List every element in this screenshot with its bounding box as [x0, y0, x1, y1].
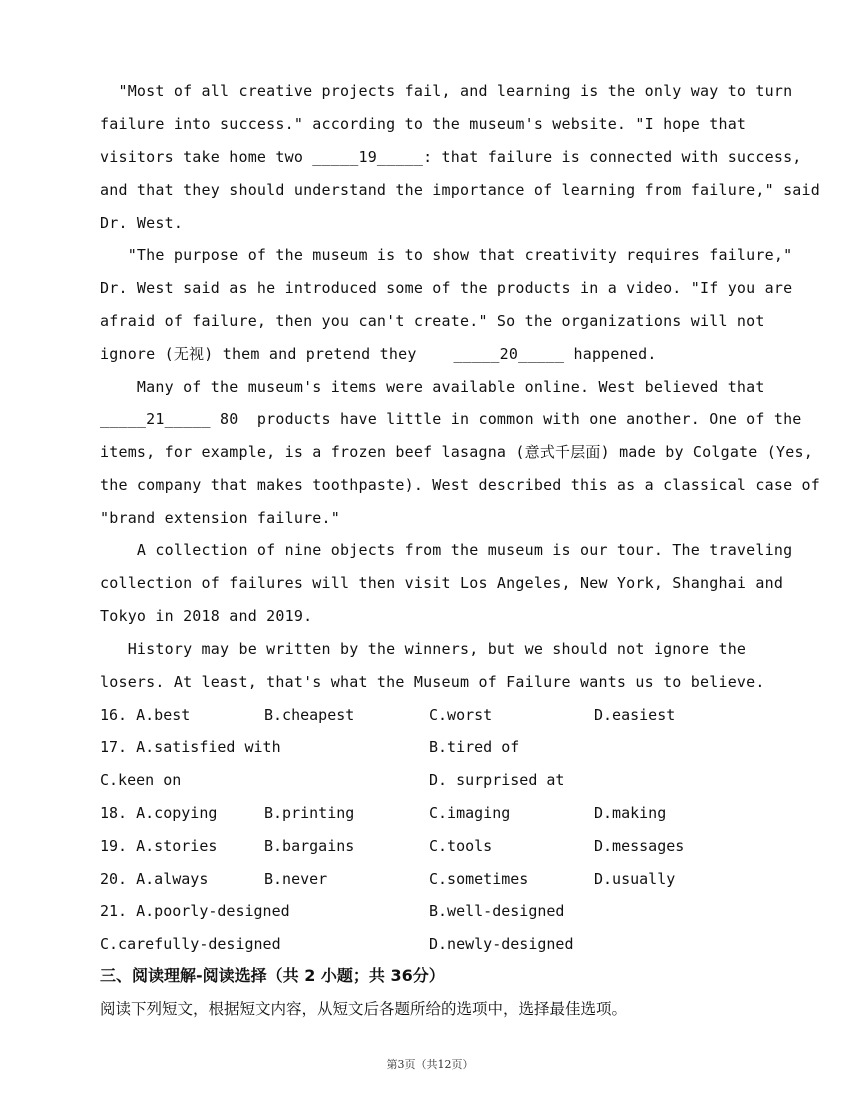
passage-line: Tokyo in 2018 and 2019. — [100, 607, 313, 625]
q17-option-b: B.tired of — [429, 738, 520, 756]
q20-option-c: C.sometimes — [429, 870, 529, 888]
passage-line: History may be written by the winners, but we should not ignore the — [100, 640, 747, 658]
q16-option-b: B.cheapest — [264, 706, 355, 724]
q17-option-a: 17. A.satisfied with — [100, 738, 281, 756]
q18-option-a: 18. A.copying — [100, 804, 218, 822]
section-instruction: 阅读下列短文，根据短文内容，从短文后各题所给的选项中，选择最佳选项。 — [100, 1000, 628, 1018]
q21-option-b: B.well-designed — [429, 902, 565, 920]
q21-option-c: C.carefully-designed — [100, 935, 281, 953]
passage-line: the company that makes toothpaste). West described this as a classical case of — [100, 476, 820, 494]
q19-option-c: C.tools — [429, 837, 493, 855]
passage-line: items, for example, is a frozen beef lasagna (意式千层面) made by Colgate (Yes, — [100, 443, 813, 461]
passage-line: failure into success." according to the museum's website. "I hope that — [100, 115, 747, 133]
q17-option-c: C.keen on — [100, 771, 182, 789]
passage-line: ignore (无视) them and pretend they _____20_____ happened. — [100, 345, 657, 363]
passage-line: Dr. West. — [100, 214, 184, 232]
passage-line: "brand extension failure." — [100, 509, 340, 527]
q16-option-a: 16. A.best — [100, 706, 191, 724]
q21-option-d: D.newly-designed — [429, 935, 574, 953]
q20-option-a: 20. A.always — [100, 870, 209, 888]
passage-line: losers. At least, that's what the Museum of Failure wants us to believe. — [100, 673, 765, 691]
q19-option-a: 19. A.stories — [100, 837, 218, 855]
q17-option-d: D. surprised at — [429, 771, 565, 789]
q19-option-b: B.bargains — [264, 837, 355, 855]
page-footer: 第3页（共12页） — [386, 1058, 474, 1071]
passage-line: _____21_____ 80 products have little in common with one another. One of the — [100, 410, 802, 428]
passage-line: afraid of failure, then you can't create." So the organizations will not — [100, 312, 765, 330]
q16-option-c: C.worst — [429, 706, 493, 724]
q19-option-d: D.messages — [594, 837, 685, 855]
passage-line: Dr. West said as he introduced some of the products in a video. "If you are — [100, 279, 793, 297]
section-heading: 三、阅读理解-阅读选择（共 2 小题；共 36分） — [100, 966, 445, 985]
q21-option-a: 21. A.poorly-designed — [100, 902, 290, 920]
q18-option-c: C.imaging — [429, 804, 511, 822]
q18-option-d: D.making — [594, 804, 667, 822]
q16-option-d: D.easiest — [594, 706, 676, 724]
q18-option-b: B.printing — [264, 804, 355, 822]
passage-line: collection of failures will then visit Los Angeles, New York, Shanghai and — [100, 574, 784, 592]
passage-line: visitors take home two _____19_____: that failure is connected with success, — [100, 148, 802, 166]
passage-line: Many of the museum's items were available online. West believed that — [100, 378, 765, 396]
q20-option-d: D.usually — [594, 870, 676, 888]
passage-line: "Most of all creative projects fail, and learning is the only way to turn — [100, 82, 793, 100]
passage-line: "The purpose of the museum is to show that creativity requires failure," — [100, 246, 793, 264]
passage-line: A collection of nine objects from the museum is our tour. The traveling — [100, 541, 793, 559]
q20-option-b: B.never — [264, 870, 328, 888]
passage-line: and that they should understand the importance of learning from failure," said — [100, 181, 820, 199]
